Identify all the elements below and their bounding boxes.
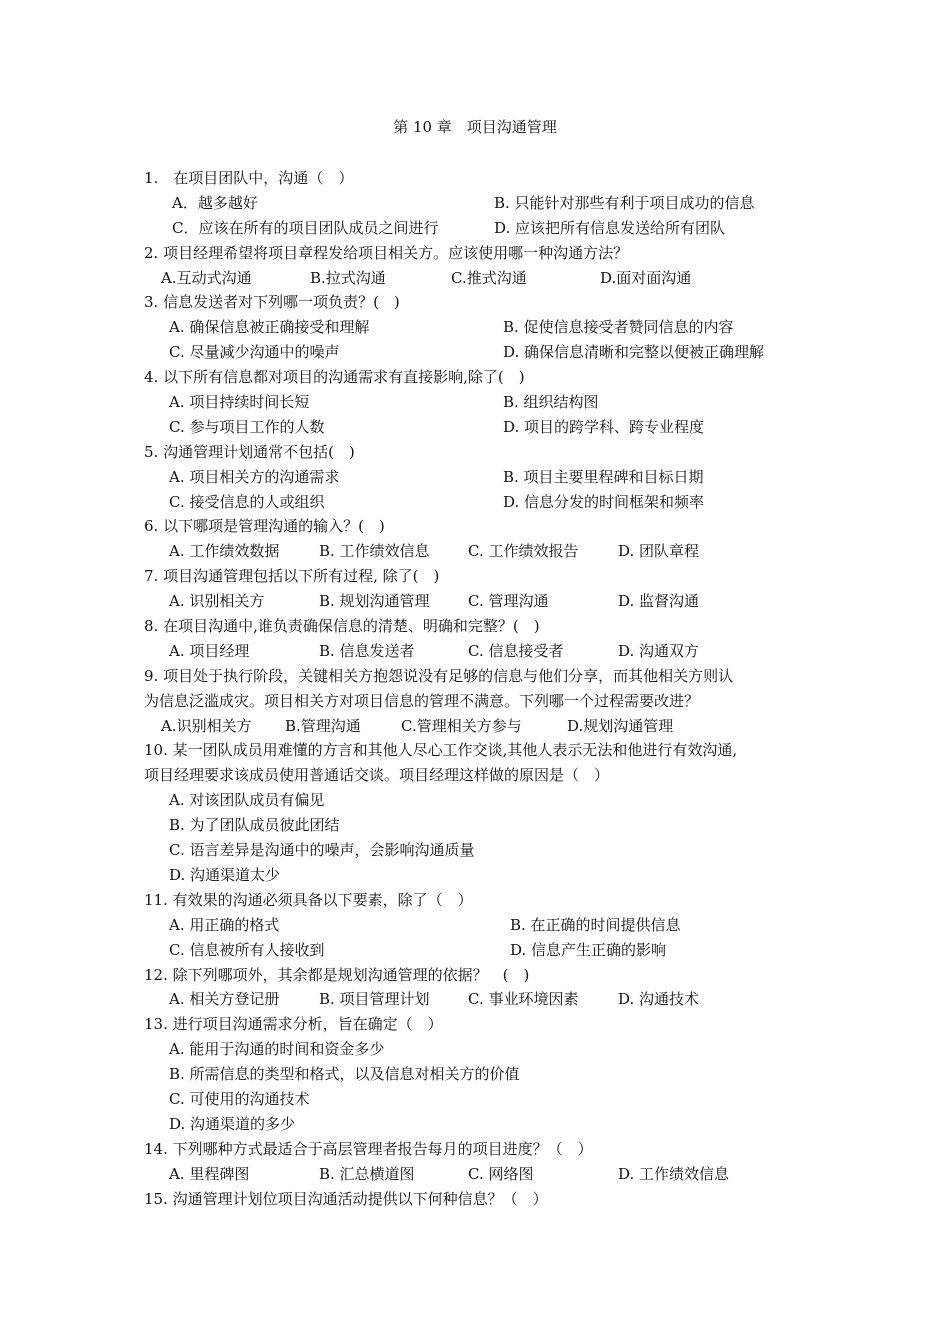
option-row bbox=[144, 191, 824, 216]
option-c: C. 接受信息的人或组织 bbox=[169, 492, 325, 511]
option-c: C. 网络图 bbox=[468, 1164, 534, 1183]
question-stem: 15. 沟通管理计划位项目沟通活动提供以下何种信息？（ ） bbox=[144, 1189, 548, 1208]
question-stem: 1. 在项目团队中，沟通（ ） bbox=[144, 169, 354, 187]
question-list bbox=[144, 166, 824, 1211]
option-a: A.识别相关方 bbox=[161, 716, 252, 735]
option-c: C. 语言差异是沟通中的噪声，会影响沟通质量 bbox=[169, 841, 475, 860]
question-stem: 9. 项目处于执行阶段，关键相关方抱怨说没有足够的信息与他们分享，而其他相关方则认 bbox=[144, 666, 734, 685]
option-row bbox=[144, 315, 824, 340]
option-row bbox=[144, 938, 824, 963]
option-d: D. 沟通渠道太少 bbox=[169, 865, 281, 884]
question-stem: 8. 在项目沟通中,谁负责确保信息的清楚、明确和完整？( ) bbox=[144, 617, 540, 636]
question-stem: 6. 以下哪项是管理沟通的输入？( ) bbox=[144, 517, 385, 536]
option-row bbox=[144, 490, 824, 515]
option-c: C. 尽量减少沟通中的噪声 bbox=[169, 343, 340, 362]
question-stem-continued: 项目经理要求该成员使用普通话交谈。项目经理这样做的原因是（ ） bbox=[144, 766, 610, 785]
option-a: A. 项目持续时间长短 bbox=[169, 393, 310, 412]
option-b: B. 所需信息的类型和格式，以及信息对相关方的价值 bbox=[169, 1065, 520, 1084]
option-row bbox=[144, 913, 824, 938]
question-stem: 2. 项目经理希望将项目章程发给项目相关方。应该使用哪一种沟通方法？ bbox=[144, 243, 629, 262]
question-stem: 3. 信息发送者对下列哪一项负责？( ) bbox=[144, 293, 400, 312]
question-stem: 14. 下列哪种方式最适合于高层管理者报告每月的项目进度？（ ） bbox=[144, 1139, 593, 1158]
option-c: C. 工作绩效报告 bbox=[468, 542, 579, 561]
option-c: C. 参与项目工作的人数 bbox=[169, 417, 325, 436]
option-row bbox=[144, 415, 824, 440]
option-a: A. 识别相关方 bbox=[169, 592, 265, 611]
option-d: D. 应该把所有信息发送给所有团队 bbox=[494, 218, 726, 237]
option-b: B. 只能针对那些有利于项目成功的信息 bbox=[494, 193, 755, 212]
option-d: D. 沟通渠道的多少 bbox=[169, 1114, 296, 1133]
question-stem-continued: 为信息泛滥成灾。项目相关方对项目信息的管理不满意。下列哪一个过程需要改进？ bbox=[144, 691, 700, 710]
option-d: D. 信息产生正确的影响 bbox=[510, 940, 667, 959]
option-d: D. 团队章程 bbox=[618, 542, 700, 561]
option-row bbox=[144, 266, 824, 291]
option-d: D.面对面沟通 bbox=[600, 268, 692, 287]
option-c: C. 事业环境因素 bbox=[468, 990, 579, 1009]
option-d: D. 项目的跨学科、跨专业程度 bbox=[503, 417, 705, 436]
option-b: B. 项目管理计划 bbox=[319, 990, 430, 1009]
option-row bbox=[144, 340, 824, 365]
question-stem: 5. 沟通管理计划通常不包括( ) bbox=[144, 442, 355, 461]
option-a: A. 能用于沟通的时间和资金多少 bbox=[169, 1040, 385, 1059]
option-a: A. 相关方登记册 bbox=[169, 990, 280, 1009]
option-b: B. 在正确的时间提供信息 bbox=[510, 915, 681, 934]
option-row bbox=[144, 216, 824, 241]
question-stem: 12. 除下列哪项外，其余都是规划沟通管理的依据？ ( ) bbox=[144, 965, 530, 984]
option-row bbox=[144, 987, 824, 1012]
question-stem: 11. 有效果的沟通必须具备以下要素，除了（ ） bbox=[144, 890, 473, 909]
option-c: C. 信息被所有人接收到 bbox=[169, 940, 325, 959]
option-row bbox=[144, 390, 824, 415]
option-row bbox=[144, 714, 824, 739]
option-c: C.推式沟通 bbox=[451, 268, 527, 287]
option-d: D. 沟通技术 bbox=[618, 990, 700, 1009]
option-d: D. 确保信息清晰和完整以便被正确理解 bbox=[503, 343, 765, 362]
option-b: B. 促使信息接受者赞同信息的内容 bbox=[503, 318, 734, 337]
option-b: B. 为了团队成员彼此团结 bbox=[169, 816, 340, 835]
option-b: B. 项目主要里程碑和目标日期 bbox=[503, 467, 704, 486]
option-b: B.拉式沟通 bbox=[310, 268, 386, 287]
option-b: B. 规划沟通管理 bbox=[319, 592, 430, 611]
option-c: C. 可使用的沟通技术 bbox=[169, 1089, 310, 1108]
option-a: A. 用正确的格式 bbox=[169, 915, 280, 934]
option-row bbox=[144, 589, 824, 614]
option-a: A. 工作绩效数据 bbox=[169, 542, 280, 561]
question-stem: 13. 进行项目沟通需求分析，旨在确定（ ） bbox=[144, 1015, 443, 1034]
option-row bbox=[144, 465, 824, 490]
option-row bbox=[144, 1162, 824, 1187]
option-b: B. 信息发送者 bbox=[319, 641, 415, 660]
option-a: A．越多越好 bbox=[172, 193, 258, 212]
option-b: B.管理沟通 bbox=[285, 716, 361, 735]
question-stem: 4. 以下所有信息都对项目的沟通需求有直接影响,除了( ) bbox=[144, 368, 525, 387]
option-row bbox=[144, 539, 824, 564]
option-b: B. 汇总横道图 bbox=[319, 1164, 415, 1183]
option-c: C.管理相关方参与 bbox=[401, 716, 522, 735]
option-c: C. 管理沟通 bbox=[468, 592, 549, 611]
option-b: B. 组织结构图 bbox=[503, 393, 599, 412]
option-d: D. 工作绩效信息 bbox=[618, 1164, 730, 1183]
option-row bbox=[144, 639, 824, 664]
option-a: A. 项目经理 bbox=[169, 641, 250, 660]
option-d: D.规划沟通管理 bbox=[567, 716, 674, 735]
chapter-title: 第 10 章 项目沟通管理 bbox=[393, 118, 557, 136]
option-a: A. 对该团队成员有偏见 bbox=[169, 791, 325, 810]
option-c: C．应该在所有的项目团队成员之间进行 bbox=[172, 218, 439, 237]
option-d: D. 沟通双方 bbox=[618, 641, 700, 660]
option-d: D. 信息分发的时间框架和频率 bbox=[503, 492, 705, 511]
option-a: A. 里程碑图 bbox=[169, 1164, 250, 1183]
question-stem: 7. 项目沟通管理包括以下所有过程, 除了( ) bbox=[144, 567, 440, 586]
option-a: A.互动式沟通 bbox=[161, 268, 252, 287]
question-stem: 10. 某一团队成员用难懂的方言和其他人尽心工作交谈,其他人表示无法和他进行有效沟通, bbox=[144, 741, 738, 760]
option-a: A. 项目相关方的沟通需求 bbox=[169, 467, 340, 486]
option-b: B. 工作绩效信息 bbox=[319, 542, 430, 561]
option-c: C. 信息接受者 bbox=[468, 641, 564, 660]
option-d: D. 监督沟通 bbox=[618, 592, 700, 611]
option-a: A. 确保信息被正确接受和理解 bbox=[169, 318, 370, 337]
